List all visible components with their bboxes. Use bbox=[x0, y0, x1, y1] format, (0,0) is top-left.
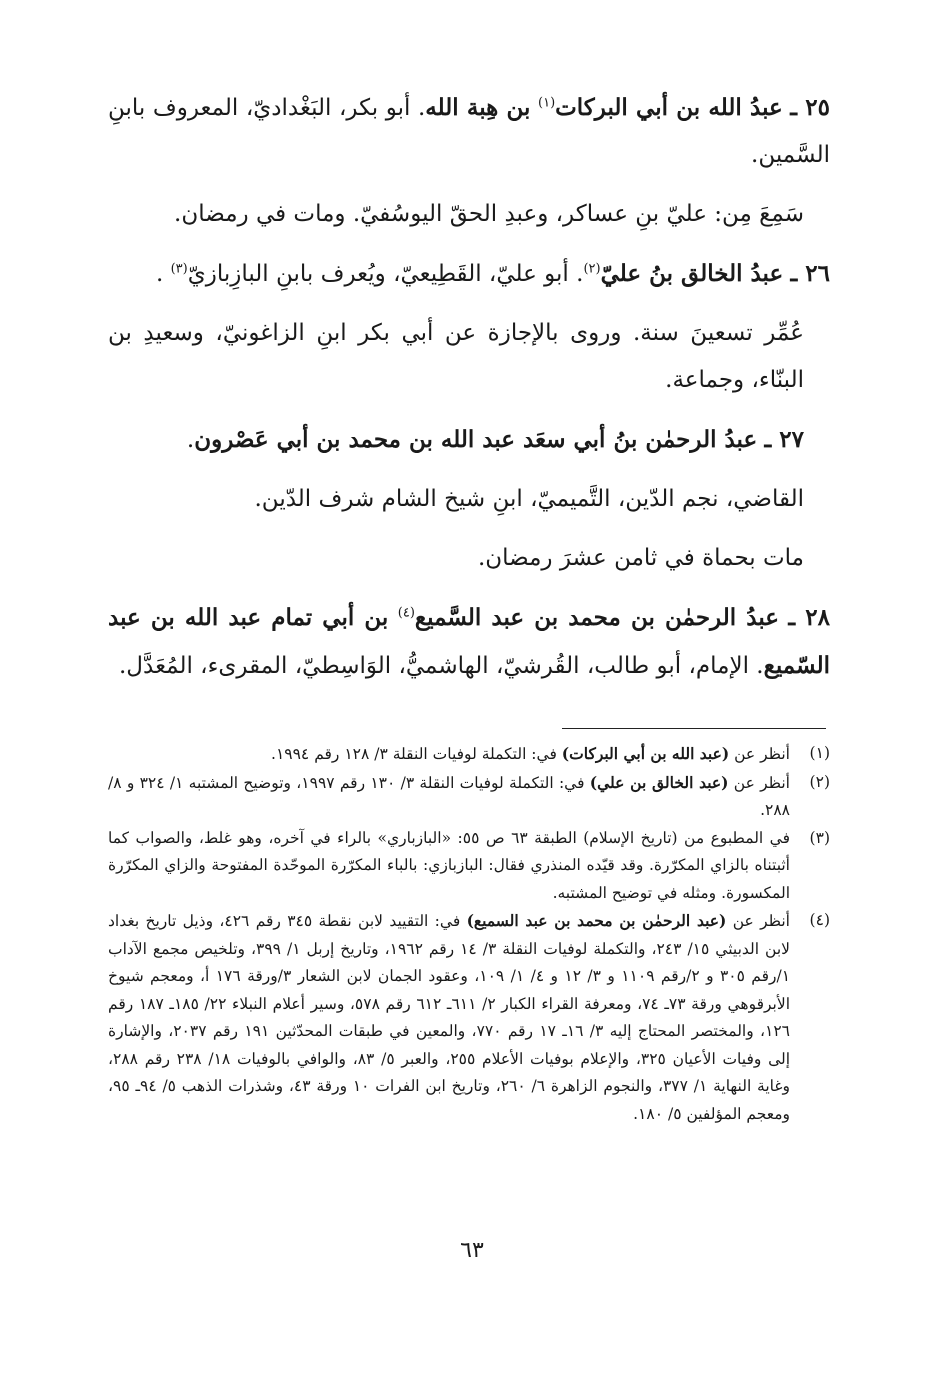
entry-27 bbox=[108, 416, 830, 464]
entry-paragraph: عُمِّر تسعينَ سنة. وروى بالإجازة عن أبي بكر ابنِ الزاغونيّ، وسعيدِ بن البنّاء، وجماعة. bbox=[108, 320, 804, 393]
footnote-ref[interactable]: (١) bbox=[538, 95, 556, 111]
footnote-text bbox=[108, 769, 790, 825]
footnote-subject: (عبد الله بن أبي البركات) bbox=[561, 744, 730, 763]
entry-number: ٢٥ ـ bbox=[790, 94, 831, 121]
footnote-text bbox=[108, 907, 790, 1128]
entry-name: عبدُ الرحمٰن بنُ أبي سعَد عبد الله بن محمد بن أبي عَصْرون bbox=[194, 426, 758, 453]
entry-number: ٢٨ ـ bbox=[788, 604, 831, 631]
entry-number: ٢٧ ـ bbox=[764, 426, 804, 453]
entry-description: . أبو عليّ، القَطِيعيّ، ويُعرف بابنِ البازِبازيّ bbox=[187, 261, 584, 287]
entry-name: عبدُ الرحمٰن بن محمد بن عبد السَّميع bbox=[414, 604, 779, 631]
entry-name-continued: بن هِبة الله bbox=[425, 94, 531, 121]
footnote-lead: أنظر عن bbox=[734, 745, 790, 763]
entry-description: . أبو بكر، البَغْداديّ، المعروف بابنِ السَّمين. bbox=[108, 95, 830, 168]
footnote-number: (٢) bbox=[809, 772, 830, 791]
entry-number: ٢٦ ـ bbox=[790, 260, 830, 287]
footnote-3 bbox=[108, 825, 830, 908]
entry-28 bbox=[108, 594, 830, 690]
footnote-ref[interactable]: (٣) bbox=[170, 261, 188, 277]
footnote-2 bbox=[108, 769, 830, 825]
footnote-lead: أنظر عن bbox=[732, 912, 790, 930]
entry-paragraph: القاضي، نجم الدّين، التَّميميّ، ابنِ شيخ الشام شرف الدّين. bbox=[254, 486, 804, 512]
footnote-4 bbox=[108, 907, 830, 1128]
footnote-subject: (عبد الرحمٰن بن محمد بن عبد السميع) bbox=[466, 911, 727, 930]
footnotes bbox=[108, 740, 830, 1128]
entry-name: عبدُ الله بن أبي البركات bbox=[555, 94, 783, 121]
entry-25 bbox=[108, 84, 830, 179]
footnote-subject: (عبد الخالق بن علي) bbox=[589, 772, 729, 792]
footnote-number: (١) bbox=[809, 744, 830, 762]
footnote-body: في المطبوع من (تاريخ الإسلام) الطبقة ٦٣ ص ٥٥: «البازباري» بالراء في آخره، وهو غلط، والصواب كما أثبتناه بالزاي المكرّرة. وقد قيّده المنذري فقال: البازبازي: بالباء المكرّرة الموحّدة المفتوحة والزاي المكرّرة المكسورة. ومثله في توضيح المشتبه. bbox=[108, 828, 791, 902]
footnote-number: (٤) bbox=[809, 911, 830, 929]
entry-description: . الإمام، أبو طالب، القُرشيّ، الهاشميُّ، الوَاسِطيّ، المقرىء، المُعَدَّل. bbox=[118, 653, 764, 679]
entry-26 bbox=[108, 250, 830, 298]
entry-paragraph: سَمِعَ مِن: عليّ بنِ عساكر، وعبدِ الحقّ اليوسُفيّ. ومات في رمضان. bbox=[174, 201, 804, 227]
footnote-number: (٣) bbox=[809, 828, 830, 847]
footnote-1 bbox=[108, 740, 830, 769]
footnote-ref[interactable]: (٢) bbox=[583, 261, 601, 277]
entry-end-punct: . bbox=[186, 427, 195, 453]
page-number: ٦٣ bbox=[460, 1238, 484, 1263]
footnote-text bbox=[108, 825, 790, 908]
footnote-text bbox=[108, 740, 790, 769]
entry-name: عبدُ الخالق بنُ عليّ bbox=[600, 260, 784, 287]
entry-name-continued: بن أبي تمام عبد الله بن عبد السّميع bbox=[108, 604, 830, 679]
footnote-body: في: التقييد لابن نقطة ٣٤٥ رقم ٤٢٦، وذيل تاريخ بغداد لابن الدبيثي ١٥/ ٢٤٣، والتكملة لوفيات النقلة ٣/ ١٤ رقم ١٩٦٢، وتاريخ إربل ١/ ٣٩٩، وتلخيص مجمع الآداب ١/رقم ٣٠٥ و ٢/رقم ١١٠٩ و ٣/ ١٢ و ٤/ ١/ ١٠٩، وعقود الجمان لابن الشعار ٣/ورقة ١٧٦ أ، ومعجم شيوخ الأبرقوهي ورقة ٧٣ـ ٧٤، ومعرفة القراء الكبار ٢/ ٦١١ـ ٦١٢ رقم ٥٧٨، وسير أعلام النبلاء ٢٢/ ١٨٥ـ ١٨٧ رقم ١٢٦، والمختصر المحتاج إليه ٣/ ١٦ـ ١٧ رقم ٧٧٠، والمعين في طبقات المحدّثين ١٩١ رقم ٢٠٣٧، والإشارة إلى وفيات الأعيان ٣٢٥، والإعلام بوفيات الأعلام ٢٥٥، والعبر ٥/ ٨٣، والوافي بالوفيات ١٨/ ٢٣٨ رقم ٢٨٨، وغاية النهاية ١/ ٣٧٧، والنجوم الزاهرة ٦/ ٢٦٠، وتاريخ ابن الفرات ١٠ ورقة ٤٣، وشذرات الذهب ٥/ ٩٤ـ ٩٥، ومعجم المؤلفين ٥/ ١٨٠. bbox=[108, 912, 791, 1123]
footnote-ref[interactable]: (٤) bbox=[397, 605, 415, 621]
footnote-body: في: التكملة لوفيات النقلة ٣/ ١٣٠ رقم ١٩٩٧، وتوضيح المشتبه ١/ ٣٢٤ و ٨/ ٢٨٨. bbox=[108, 773, 790, 819]
main-text bbox=[108, 84, 830, 702]
entry-end-punct: . bbox=[155, 261, 164, 287]
footnote-lead: أنظر عن bbox=[733, 773, 790, 792]
footnote-body: في: التكملة لوفيات النقلة ٣/ ١٢٨ رقم ١٩٩٤. bbox=[271, 745, 557, 763]
footnote-divider bbox=[562, 728, 826, 729]
entry-paragraph: مات بحماة في ثامن عشرَ رمضان. bbox=[477, 545, 804, 571]
